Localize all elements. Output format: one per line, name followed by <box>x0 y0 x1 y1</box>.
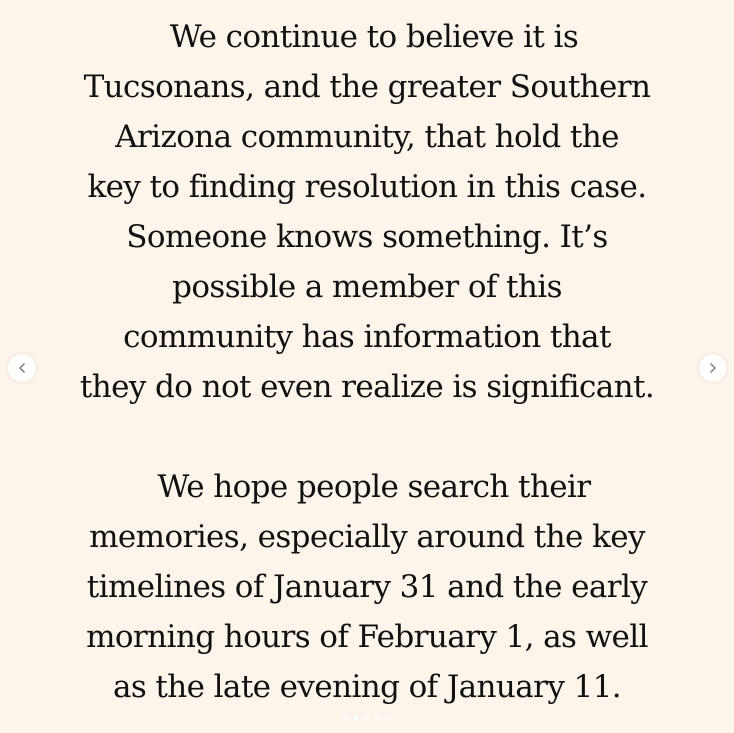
text-line: Someone knows something. It’s <box>126 219 608 255</box>
previous-slide-button[interactable] <box>8 354 36 382</box>
chevron-left-icon <box>16 362 28 374</box>
text-line: We continue to believe it is <box>169 19 579 55</box>
pagination-dot-5[interactable] <box>386 715 392 721</box>
text-line: Tucsonans, and the greater Southern <box>83 69 651 105</box>
chevron-right-icon <box>707 362 719 374</box>
pagination-dots <box>0 715 734 721</box>
paragraph-2 <box>0 462 734 712</box>
pagination-dot-2-active[interactable] <box>353 715 359 721</box>
slide-text <box>0 12 734 712</box>
pagination-dot-1[interactable] <box>342 715 348 721</box>
text-line: community has information that <box>123 319 611 355</box>
text-line: Arizona community, that hold the <box>115 119 619 155</box>
pagination-dot-3[interactable] <box>364 715 370 721</box>
text-line: as the late evening of January 11. <box>112 669 622 705</box>
text-line: timelines of January 31 and the early <box>86 569 648 605</box>
pagination-dot-4[interactable] <box>375 715 381 721</box>
text-line: We hope people search their <box>157 469 591 505</box>
text-line: possible a member of this <box>172 269 562 305</box>
text-line: morning hours of February 1, as well <box>86 619 648 655</box>
text-line: memories, especially around the key <box>89 519 645 555</box>
paragraph-1 <box>0 12 734 412</box>
text-line: they do not even realize is significant. <box>79 369 655 405</box>
next-slide-button[interactable] <box>699 354 727 382</box>
text-line: key to finding resolution in this case. <box>87 169 647 205</box>
